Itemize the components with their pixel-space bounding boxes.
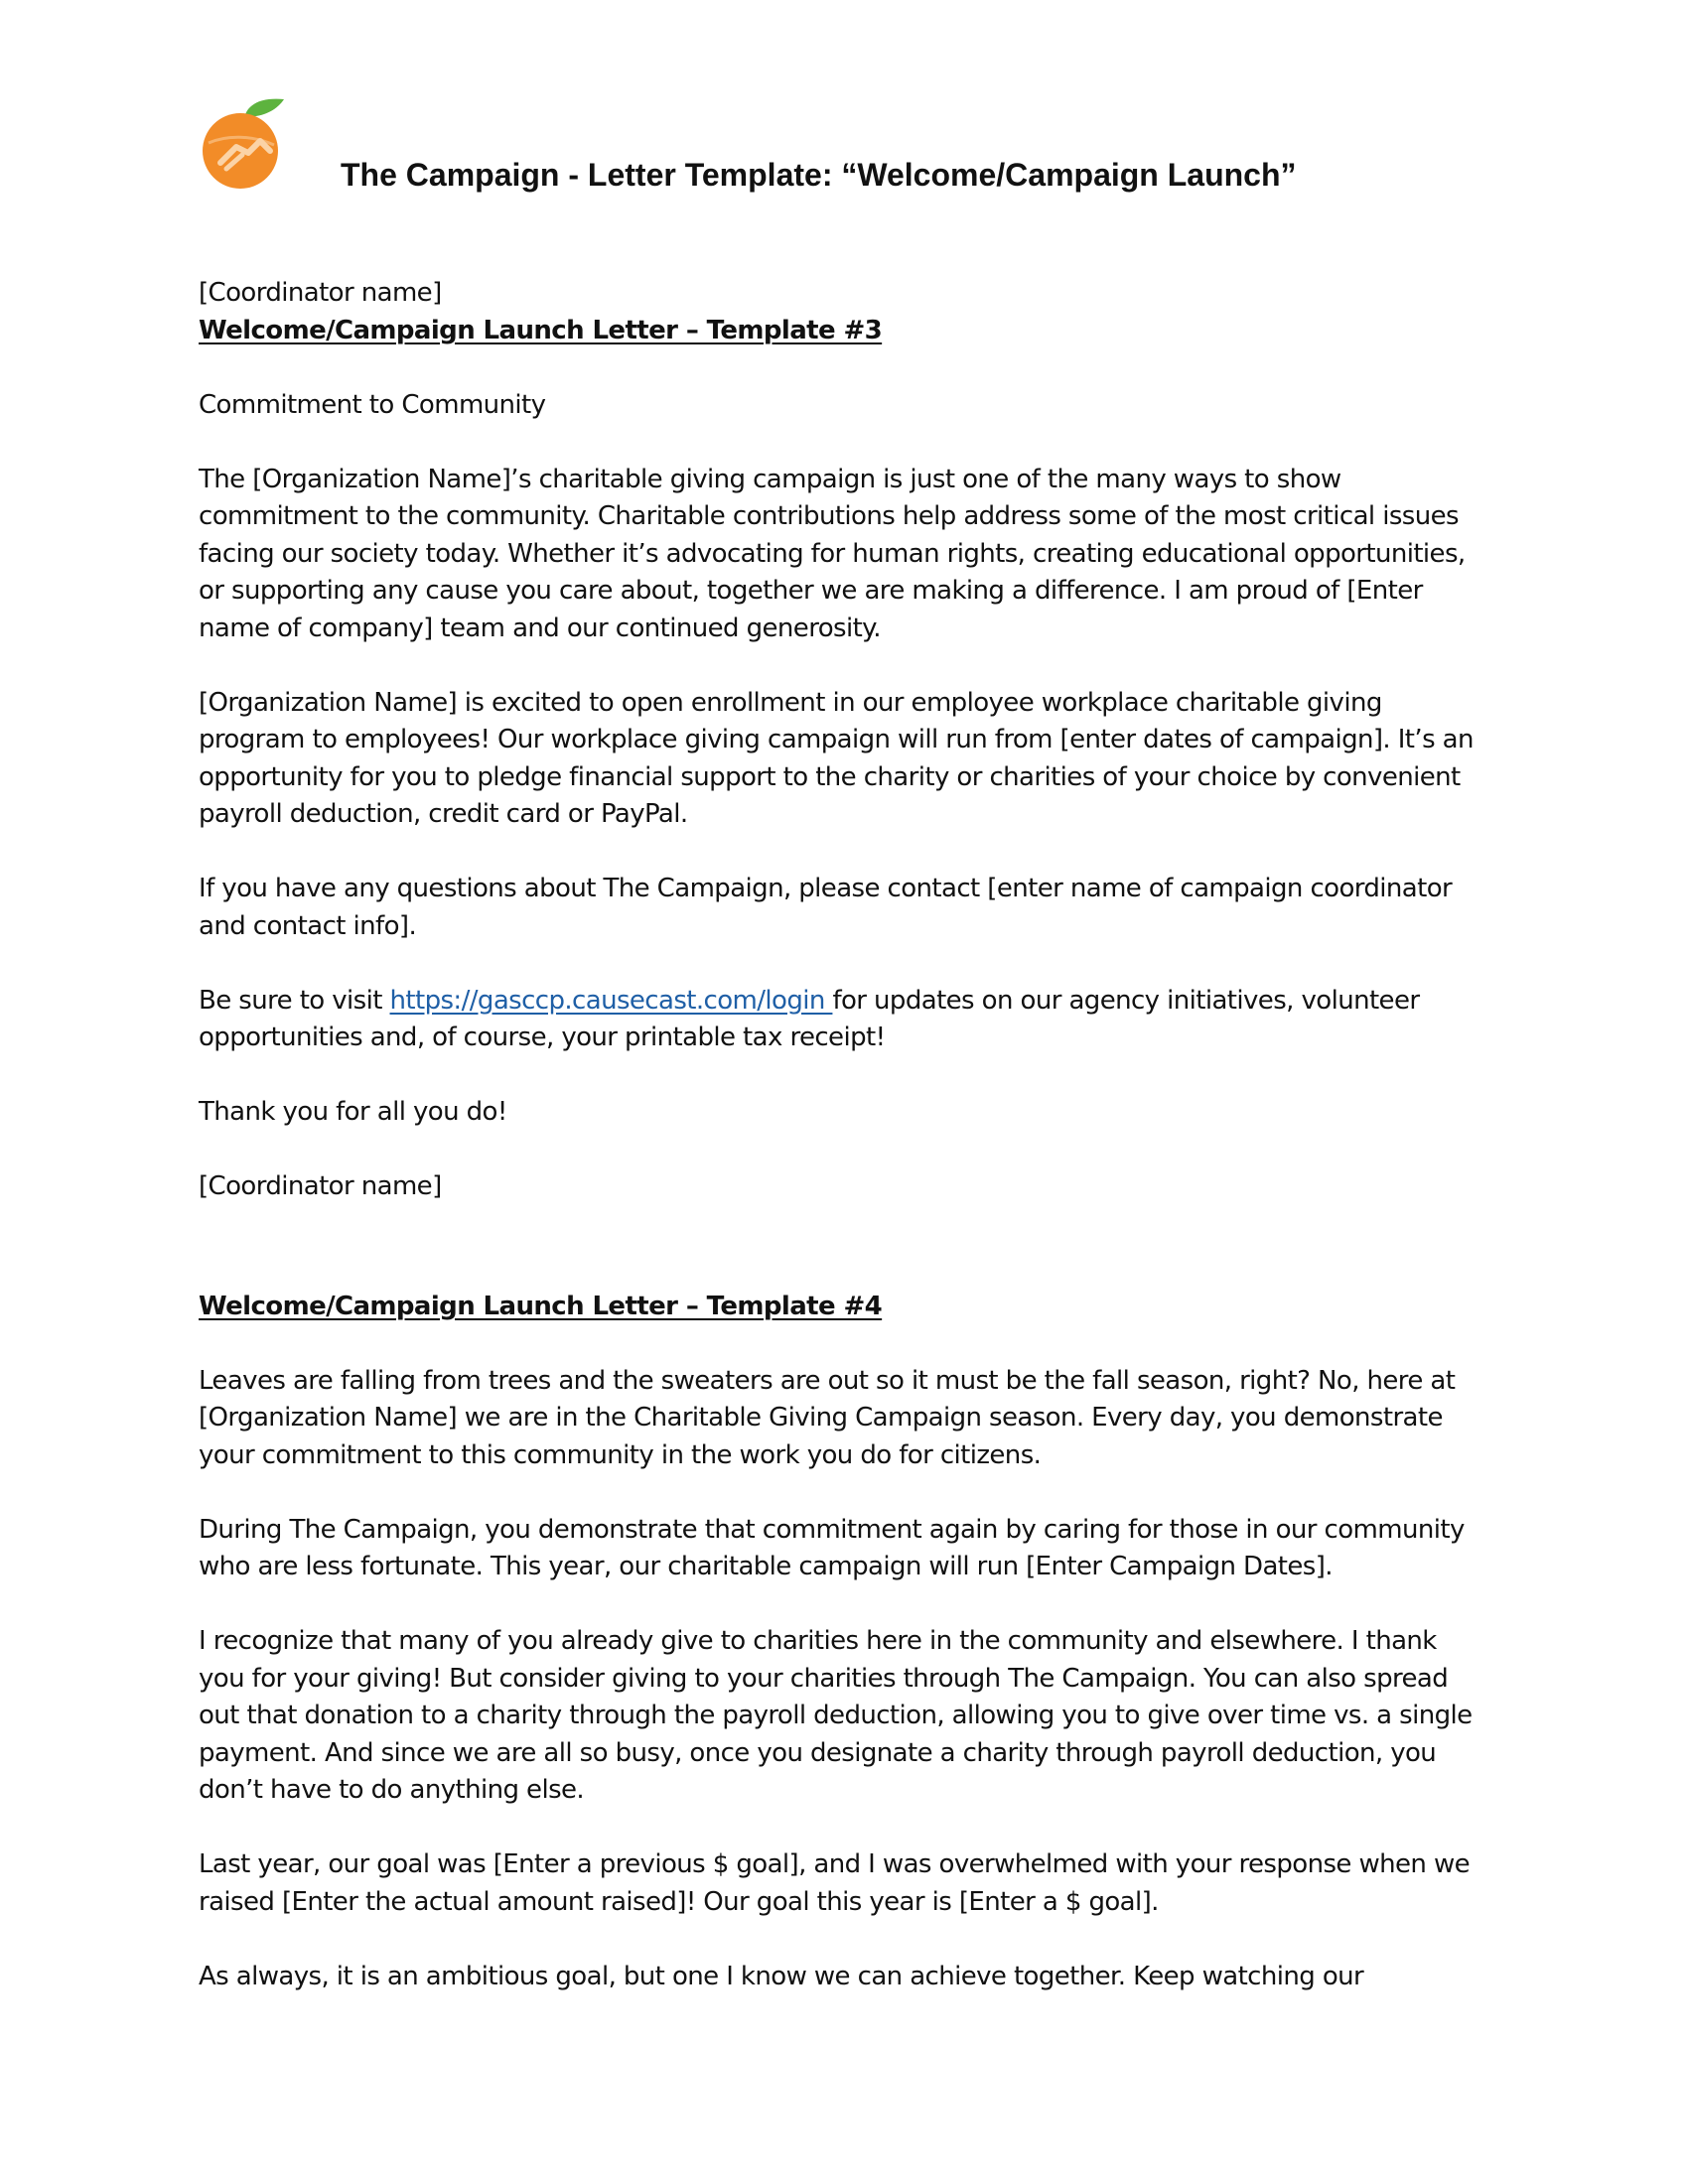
template-3-paragraph-3: If you have any questions about The Campaign, please contact [enter name of campaign coordinator and contact info]. [199,874,1453,941]
template-3-paragraph-4 [199,983,1489,1057]
template-4-paragraph-5: As always, it is an ambitious goal, but one I know we can achieve together. Keep watching our [199,1961,1364,1991]
template-3-paragraph-5: Thank you for all you do! [199,1097,507,1127]
template-4-heading: Welcome/Campaign Launch Letter – Template #4 [199,1291,883,1321]
template-4-paragraph-2: During The Campaign, you demonstrate that commitment again by caring for those in our community who are less fortunate. This year, our charitable campaign will run [Enter Campaign Dates]. [199,1514,1465,1581]
template-3-paragraph-2: [Organization Name] is excited to open enrollment in our employee workplace charitable giving program to employees! Our workplace giving campaign will run from [enter dates of campaign]. It’s an opportunity for you to pledge financial support to the charity or charities of your choice by convenient payroll deduction, credit card or PayPal. [199,687,1474,829]
updates-text: for updates on our agency initiatives, volunteer opportunities and, of course, your printable tax receipt! [199,985,1420,1052]
letter-body [199,275,1489,2033]
visit-text: Be sure to visit [199,985,390,1016]
orange-handshake-logo-icon [197,95,288,191]
template-4-paragraph-4: Last year, our goal was [Enter a previous $ goal], and I was overwhelmed with your response when we raised [Enter the actual amount raised]! Our goal this year is [Enter a $ goal]. [199,1849,1471,1917]
template-3-heading: Welcome/Campaign Launch Letter – Template #3 [199,315,883,345]
coordinator-name-top: [Coordinator name] [199,278,442,308]
document-header [197,95,1487,205]
section-spacer [199,1206,1489,1289]
template-3-paragraph-1: The [Organization Name]’s charitable giving campaign is just one of the many ways to show commitment to the community. Charitable contributions help address some of the most critical issues facing our society today. Whether it’s advocating for human rights, creating educational opportunities, or supporting any cause you care about, together we are making a difference. I am proud of [Enter name of company] team and our continued generosity. [199,464,1466,643]
template-3-subheading: Commitment to Community [199,389,546,420]
template-4-paragraph-3: I recognize that many of you already give to charities here in the community and elsewhere. I thank you for your giving! But consider giving to your charities through The Campaign. You can also spread out that donation to a charity through the payroll deduction, allowing you to give over time vs. a single payment. And since we are all so busy, once you designate a charity through payroll deduction, you don’t have to do anything else. [199,1626,1473,1805]
coordinator-name-bottom: [Coordinator name] [199,1171,442,1201]
document-title: The Campaign - Letter Template: “Welcome/Campaign Launch” [341,157,1297,193]
causecast-login-link[interactable]: https://gasccp.causecast.com/login [389,985,833,1016]
template-4-paragraph-1: Leaves are falling from trees and the sweaters are out so it must be the fall season, right? No, here at [Organization Name] we are in the Charitable Giving Campaign season. Every day, you demonstrate your commitment to this community in the work you do for citizens. [199,1365,1456,1470]
